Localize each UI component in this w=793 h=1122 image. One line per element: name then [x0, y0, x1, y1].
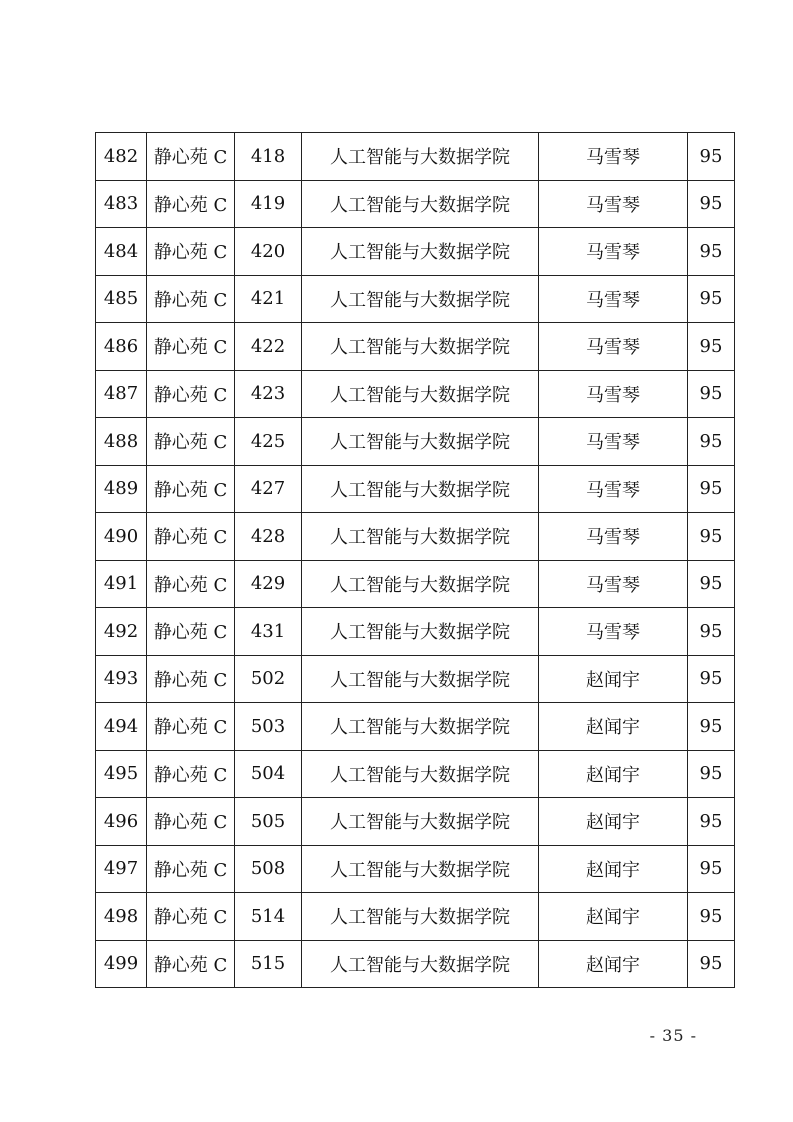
room-number-cell: 428	[235, 513, 302, 561]
building-cell: 静心苑 C	[147, 845, 235, 893]
row-number-cell: 488	[96, 418, 147, 466]
college-cell: 人工智能与大数据学院	[302, 418, 539, 466]
building-cell: 静心苑 C	[147, 513, 235, 561]
building-cell: 静心苑 C	[147, 465, 235, 513]
responsible-person-cell: 马雪琴	[539, 228, 688, 276]
building-cell: 静心苑 C	[147, 750, 235, 798]
row-number-cell: 495	[96, 750, 147, 798]
responsible-person-cell: 马雪琴	[539, 323, 688, 371]
score-cell: 95	[688, 845, 735, 893]
table-row	[96, 798, 735, 846]
room-number-cell: 514	[235, 893, 302, 941]
row-number-cell: 485	[96, 275, 147, 323]
college-cell: 人工智能与大数据学院	[302, 845, 539, 893]
responsible-person-cell: 马雪琴	[539, 513, 688, 561]
room-number-cell: 427	[235, 465, 302, 513]
college-cell: 人工智能与大数据学院	[302, 893, 539, 941]
room-number-cell: 429	[235, 560, 302, 608]
responsible-person-cell: 马雪琴	[539, 133, 688, 181]
row-number-cell: 489	[96, 465, 147, 513]
college-cell: 人工智能与大数据学院	[302, 703, 539, 751]
score-cell: 95	[688, 798, 735, 846]
college-cell: 人工智能与大数据学院	[302, 560, 539, 608]
table-row	[96, 228, 735, 276]
responsible-person-cell: 赵闻宇	[539, 798, 688, 846]
building-cell: 静心苑 C	[147, 940, 235, 988]
page-number: - 35 -	[649, 1026, 697, 1045]
row-number-cell: 493	[96, 655, 147, 703]
college-cell: 人工智能与大数据学院	[302, 370, 539, 418]
room-number-cell: 422	[235, 323, 302, 371]
table-row	[96, 180, 735, 228]
responsible-person-cell: 赵闻宇	[539, 750, 688, 798]
responsible-person-cell: 马雪琴	[539, 275, 688, 323]
room-number-cell: 420	[235, 228, 302, 276]
table-row	[96, 465, 735, 513]
table-row	[96, 513, 735, 561]
row-number-cell: 497	[96, 845, 147, 893]
college-cell: 人工智能与大数据学院	[302, 940, 539, 988]
table-row	[96, 750, 735, 798]
room-number-cell: 431	[235, 608, 302, 656]
college-cell: 人工智能与大数据学院	[302, 275, 539, 323]
score-cell: 95	[688, 370, 735, 418]
responsible-person-cell: 赵闻宇	[539, 845, 688, 893]
building-cell: 静心苑 C	[147, 893, 235, 941]
building-cell: 静心苑 C	[147, 370, 235, 418]
room-number-cell: 418	[235, 133, 302, 181]
building-cell: 静心苑 C	[147, 323, 235, 371]
score-cell: 95	[688, 228, 735, 276]
row-number-cell: 482	[96, 133, 147, 181]
score-cell: 95	[688, 180, 735, 228]
building-cell: 静心苑 C	[147, 798, 235, 846]
college-cell: 人工智能与大数据学院	[302, 798, 539, 846]
table-row	[96, 133, 735, 181]
table-row	[96, 418, 735, 466]
table-row	[96, 893, 735, 941]
building-cell: 静心苑 C	[147, 275, 235, 323]
row-number-cell: 496	[96, 798, 147, 846]
table-row	[96, 703, 735, 751]
table-row	[96, 608, 735, 656]
responsible-person-cell: 马雪琴	[539, 465, 688, 513]
score-cell: 95	[688, 750, 735, 798]
score-cell: 95	[688, 465, 735, 513]
dormitory-score-table	[95, 132, 735, 988]
table-row	[96, 370, 735, 418]
score-cell: 95	[688, 323, 735, 371]
responsible-person-cell: 赵闻宇	[539, 655, 688, 703]
table-row	[96, 323, 735, 371]
table-row	[96, 560, 735, 608]
score-cell: 95	[688, 133, 735, 181]
responsible-person-cell: 马雪琴	[539, 370, 688, 418]
college-cell: 人工智能与大数据学院	[302, 465, 539, 513]
room-number-cell: 502	[235, 655, 302, 703]
table-row	[96, 940, 735, 988]
building-cell: 静心苑 C	[147, 655, 235, 703]
room-number-cell: 421	[235, 275, 302, 323]
building-cell: 静心苑 C	[147, 608, 235, 656]
college-cell: 人工智能与大数据学院	[302, 750, 539, 798]
building-cell: 静心苑 C	[147, 703, 235, 751]
room-number-cell: 503	[235, 703, 302, 751]
row-number-cell: 498	[96, 893, 147, 941]
score-cell: 95	[688, 655, 735, 703]
college-cell: 人工智能与大数据学院	[302, 608, 539, 656]
responsible-person-cell: 马雪琴	[539, 180, 688, 228]
table-row	[96, 275, 735, 323]
responsible-person-cell: 马雪琴	[539, 560, 688, 608]
row-number-cell: 484	[96, 228, 147, 276]
row-number-cell: 492	[96, 608, 147, 656]
table-row	[96, 655, 735, 703]
score-cell: 95	[688, 513, 735, 561]
row-number-cell: 486	[96, 323, 147, 371]
score-cell: 95	[688, 703, 735, 751]
room-number-cell: 504	[235, 750, 302, 798]
college-cell: 人工智能与大数据学院	[302, 228, 539, 276]
building-cell: 静心苑 C	[147, 133, 235, 181]
room-number-cell: 419	[235, 180, 302, 228]
score-cell: 95	[688, 893, 735, 941]
building-cell: 静心苑 C	[147, 560, 235, 608]
row-number-cell: 483	[96, 180, 147, 228]
score-cell: 95	[688, 608, 735, 656]
row-number-cell: 487	[96, 370, 147, 418]
room-number-cell: 423	[235, 370, 302, 418]
table-row	[96, 845, 735, 893]
room-number-cell: 508	[235, 845, 302, 893]
responsible-person-cell: 赵闻宇	[539, 703, 688, 751]
college-cell: 人工智能与大数据学院	[302, 133, 539, 181]
score-cell: 95	[688, 418, 735, 466]
table-body	[96, 133, 735, 988]
room-number-cell: 515	[235, 940, 302, 988]
college-cell: 人工智能与大数据学院	[302, 323, 539, 371]
building-cell: 静心苑 C	[147, 228, 235, 276]
score-cell: 95	[688, 560, 735, 608]
building-cell: 静心苑 C	[147, 180, 235, 228]
row-number-cell: 499	[96, 940, 147, 988]
college-cell: 人工智能与大数据学院	[302, 513, 539, 561]
responsible-person-cell: 赵闻宇	[539, 940, 688, 988]
row-number-cell: 490	[96, 513, 147, 561]
row-number-cell: 491	[96, 560, 147, 608]
responsible-person-cell: 马雪琴	[539, 418, 688, 466]
room-number-cell: 425	[235, 418, 302, 466]
responsible-person-cell: 马雪琴	[539, 608, 688, 656]
college-cell: 人工智能与大数据学院	[302, 180, 539, 228]
college-cell: 人工智能与大数据学院	[302, 655, 539, 703]
responsible-person-cell: 赵闻宇	[539, 893, 688, 941]
score-cell: 95	[688, 275, 735, 323]
row-number-cell: 494	[96, 703, 147, 751]
building-cell: 静心苑 C	[147, 418, 235, 466]
room-number-cell: 505	[235, 798, 302, 846]
score-cell: 95	[688, 940, 735, 988]
